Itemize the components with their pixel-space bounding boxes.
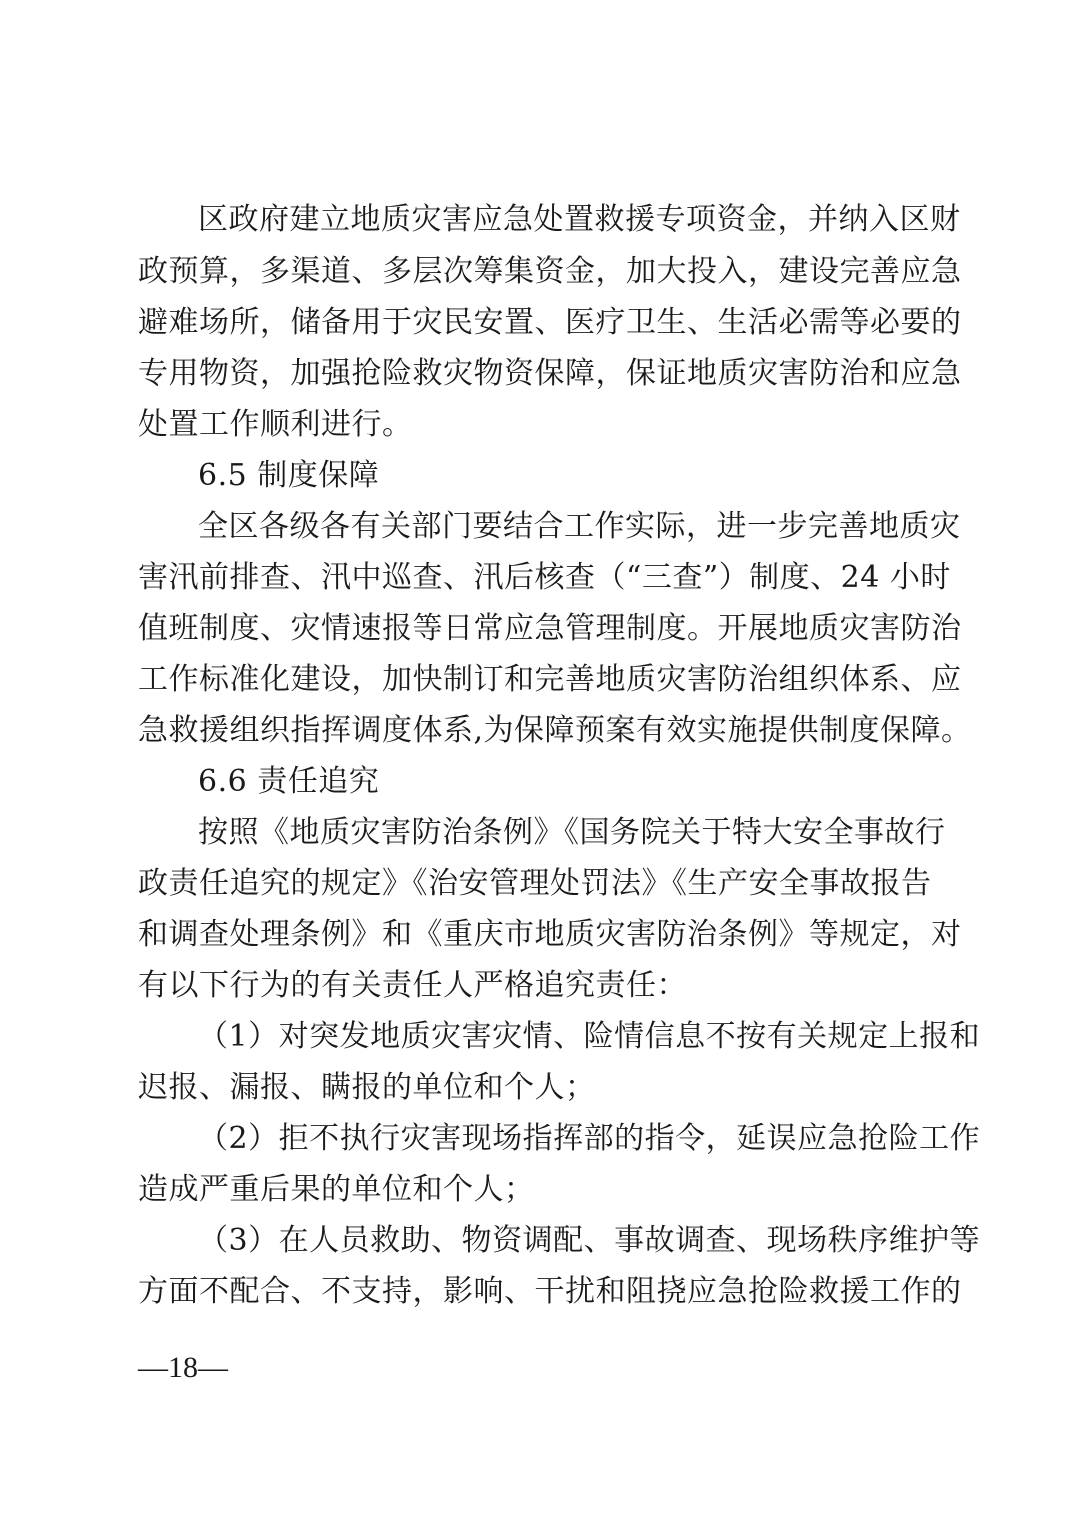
paragraph-system-line-4: 工作标准化建设，加快制订和完善地质灾害防治组织体系、应 bbox=[138, 662, 962, 697]
paragraph-funding-line-1: 区政府建立地质灾害应急处置救援专项资金，并纳入区财 bbox=[198, 202, 961, 237]
list-item-3-line-2: 方面不配合、不支持，影响、干扰和阻挠应急抢险救援工作的 bbox=[138, 1274, 962, 1309]
paragraph-funding-line-2: 政预算，多渠道、多层次筹集资金，加大投入，建设完善应急 bbox=[138, 254, 962, 289]
paragraph-funding-line-4: 专用物资，加强抢险救灾物资保障，保证地质灾害防治和应急 bbox=[138, 356, 962, 391]
page-number: —18— bbox=[138, 1351, 228, 1384]
list-item-1-line-2: 迟报、漏报、瞒报的单位和个人； bbox=[138, 1070, 596, 1105]
paragraph-system-line-5: 急救援组织指挥调度体系,为保障预案有效实施提供制度保障。 bbox=[138, 713, 972, 748]
paragraph-funding-line-3: 避难场所，储备用于灾民安置、医疗卫生、生活必需等必要的 bbox=[138, 305, 962, 340]
paragraph-liability-line-1: 按照《地质灾害防治条例》《国务院关于特大安全事故行 bbox=[198, 815, 946, 850]
paragraph-funding-line-5: 处置工作顺利进行。 bbox=[138, 407, 413, 442]
paragraph-liability-line-2: 政责任追究的规定》《治安管理处罚法》《生产安全事故报告 bbox=[138, 866, 932, 901]
list-item-2-line-1: （2）拒不执行灾害现场指挥部的指令，延误应急抢险工作 bbox=[198, 1121, 981, 1156]
paragraph-system-line-1: 全区各级各有关部门要结合工作实际，进一步完善地质灾 bbox=[198, 509, 961, 544]
list-item-1-line-1: （1）对突发地质灾害灾情、险情信息不按有关规定上报和 bbox=[198, 1019, 981, 1054]
paragraph-system-line-2: 害汛前排查、汛中巡查、汛后核查（“三查”）制度、24 小时 bbox=[138, 560, 951, 595]
paragraph-system-line-3: 值班制度、灾情速报等日常应急管理制度。开展地质灾害防治 bbox=[138, 611, 962, 646]
paragraph-liability-line-3: 和调查处理条例》和《重庆市地质灾害防治条例》等规定，对 bbox=[138, 917, 962, 952]
section-heading-6-5: 6.5 制度保障 bbox=[198, 458, 380, 493]
paragraph-liability-line-4: 有以下行为的有关责任人严格追究责任： bbox=[138, 968, 687, 1003]
section-heading-6-6: 6.6 责任追究 bbox=[198, 764, 380, 799]
list-item-2-line-2: 造成严重后果的单位和个人； bbox=[138, 1172, 535, 1207]
list-item-3-line-1: （3）在人员救助、物资调配、事故调查、现场秩序维护等 bbox=[198, 1223, 981, 1258]
